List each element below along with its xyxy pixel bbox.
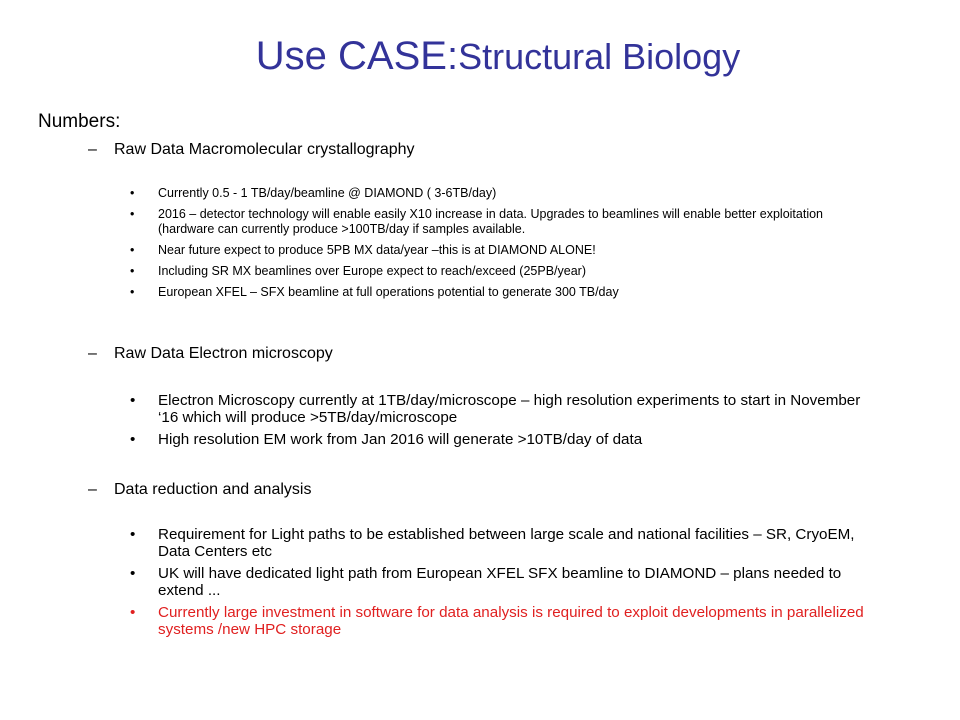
slide-title-main: Use CASE: [255,34,459,78]
section-em-title [88,345,333,363]
analysis-bullet-list [130,527,875,644]
list-item: • Including SR MX beamlines over Europe expect to reach/exceed (25PB/year) [130,264,860,279]
slide-title-sub: Structural Biology [458,36,741,77]
section-dash: – [88,481,97,498]
list-item: • Currently 0.5 - 1 TB/day/beamline @ DIAMOND ( 3-6TB/day) [130,186,860,201]
section-analysis-title [88,481,311,499]
mx-bullet-list [130,186,860,306]
list-item: • 2016 – detector technology will enable easily X10 increase in data. Upgrades to beamlines will enable better exploitation (hardware can currently produce >100TB/day if samples available. [130,207,860,236]
section-title-text: Raw Data Macromolecular crystallography [114,141,415,158]
slide-title [0,36,960,76]
section-dash: – [88,141,97,158]
section-title-text: Raw Data Electron microscopy [114,345,333,362]
list-item: • Electron Microscopy currently at 1TB/day/microscope – high resolution experiments to start in November ‘16 which will produce >5TB/day/microscope [130,393,875,426]
list-item: • High resolution EM work from Jan 2016 will generate >10TB/day of data [130,432,875,449]
em-bullet-list [130,393,875,455]
list-item: • European XFEL – SFX beamline at full operations potential to generate 300 TB/day [130,285,860,300]
section-mx-title [88,141,415,159]
list-item-highlight: • Currently large investment in software for data analysis is required to exploit developments in parallelized systems /new HPC storage [130,605,875,638]
section-dash: – [88,345,97,362]
section-title-text: Data reduction and analysis [114,481,312,498]
numbers-heading: Numbers: [38,111,121,132]
list-item: • Requirement for Light paths to be established between large scale and national facilities – SR, CryoEM, Data Centers etc [130,527,875,560]
list-item: • Near future expect to produce 5PB MX data/year –this is at DIAMOND ALONE! [130,243,860,258]
list-item: • UK will have dedicated light path from European XFEL SFX beamline to DIAMOND – plans needed to extend ... [130,566,875,599]
